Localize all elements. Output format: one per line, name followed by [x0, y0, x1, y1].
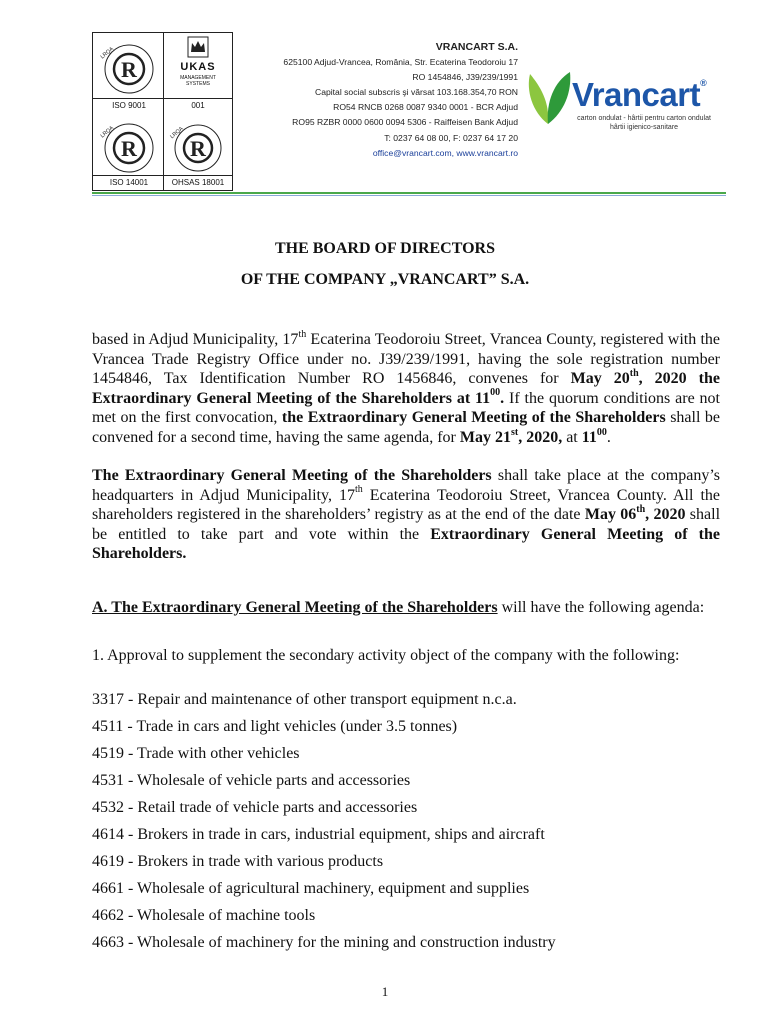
company-line: RO 1454846, J39/239/1991: [412, 72, 518, 83]
venue-paragraph: The Extraordinary General Meeting of the Shareholders shall take place at the company’s headquarters in Adjud Municipality, 17th Ecaterina Teodoroiu Street, Vrancea County. All the shareholders registered in the shareholders’ registry as at the end of the date May 06th, 2020 shall be entitled to take part and vote within the Extraordinary General Meeting of the Shareholders.: [92, 467, 721, 563]
lrqa-seal-icon: [164, 112, 232, 176]
list-item: 4511 - Trade in cars and light vehicles (under 3.5 tonnes): [92, 718, 458, 735]
list-item: 4532 - Retail trade of vehicle parts and accessories: [92, 799, 418, 816]
lrqa-seal-icon: [93, 33, 165, 99]
iso9001-caption: ISO 9001: [93, 98, 165, 113]
vrancart-logo: [524, 68, 724, 148]
svg-text:R: R: [121, 57, 137, 82]
iso9001-badge: [92, 32, 166, 114]
list-item: 4663 - Wholesale of machinery for the mining and construction industry: [92, 934, 556, 951]
list-item: 4662 - Wholesale of machine tools: [92, 907, 316, 924]
company-line: 625100 Adjud-Vrancea, România, Str. Ecaterina Teodoroiu 17: [283, 57, 518, 68]
ukas-title: UKAS: [180, 61, 216, 73]
svg-text:R: R: [190, 136, 206, 161]
list-item: 4614 - Brokers in trade in cars, industrial equipment, ships and aircraft: [92, 826, 545, 843]
svg-text:LRQA: LRQA: [169, 125, 185, 141]
company-line: RO95 RZBR 0000 0600 0094 5306 - Raiffeisen Bank Adjud: [292, 117, 518, 128]
intro-paragraph: based in Adjud Municipality, 17th Ecaterina Teodoroiu Street, Vrancea County, registered with the Vrancea Trade Registry Office under no. J39/239/1991, having the sole registration number 1454846, Tax Identification Number RO 1456846, convenes for May 20th, 2020 the Extraordinary General Meeting of the Shareholders at $11^{00}$. If the quorum conditions are not met on the first convocation, the Extraordinary General Meeting of the Shareholders shall be convened for a second time, having the same agenda, for May 21st, 2020, at $11^{00}$.: [92, 328, 721, 446]
list-item: 4661 - Wholesale of agricultural machinery, equipment and supplies: [92, 880, 530, 897]
company-line: Capital social subscris şi vărsat 103.168.354,70 RON: [314, 87, 518, 98]
list-item: 3317 - Repair and maintenance of other transport equipment n.c.a.: [92, 691, 517, 708]
title-line-1: THE BOARD OF DIRECTORS: [274, 240, 496, 257]
ukas-subtitle1: MANAGEMENT: [180, 75, 216, 81]
ohsas-caption: OHSAS 18001: [164, 175, 232, 190]
iso14001-badge: [92, 112, 166, 191]
ukas-caption: 001: [164, 98, 232, 113]
agenda-item-1: 1. Approval to supplement the secondary activity object of the company with the following:: [92, 647, 680, 664]
ukas-subtitle2: SYSTEMS: [186, 81, 210, 87]
list-item: 4531 - Wholesale of vehicle parts and accessories: [92, 772, 411, 789]
title-line-2: OF THE COMPANY „VRANCART” S.A.: [240, 271, 530, 288]
svg-text:LRQA: LRQA: [99, 125, 115, 140]
header-divider: [92, 192, 726, 194]
page-number: 1: [381, 984, 389, 999]
logo-tagline: carton ondulat - hârtii pentru carton ondulat hârtii igienico-sanitare: [577, 115, 711, 131]
list-item: 4519 - Trade with other vehicles: [92, 745, 300, 762]
header-divider-secondary: [92, 195, 726, 196]
agenda-header: A. The Extraordinary General Meeting of the Shareholders will have the following agenda:: [92, 599, 705, 616]
company-line: RO54 RNCB 0268 0087 9340 0001 - BCR Adjud: [333, 102, 518, 113]
svg-text:LRQA: LRQA: [99, 46, 115, 61]
list-item: 4619 - Brokers in trade with various products: [92, 853, 384, 870]
company-name: VRANCART S.A.: [435, 41, 518, 53]
company-contact: office@vrancart.com, www.vrancart.ro: [372, 147, 518, 158]
iso14001-caption: ISO 14001: [93, 175, 165, 190]
ukas-badge: [163, 32, 233, 114]
crown-icon: [164, 35, 232, 61]
svg-text:R: R: [121, 136, 137, 161]
lrqa-seal-icon: [93, 112, 165, 176]
ohsas-badge: [163, 112, 233, 191]
activity-list: [92, 690, 720, 960]
logo-wordmark: Vrancart®: [572, 76, 707, 113]
company-info: [262, 40, 518, 161]
company-line: T: 0237 64 08 00, F: 0237 64 17 20: [384, 132, 518, 143]
